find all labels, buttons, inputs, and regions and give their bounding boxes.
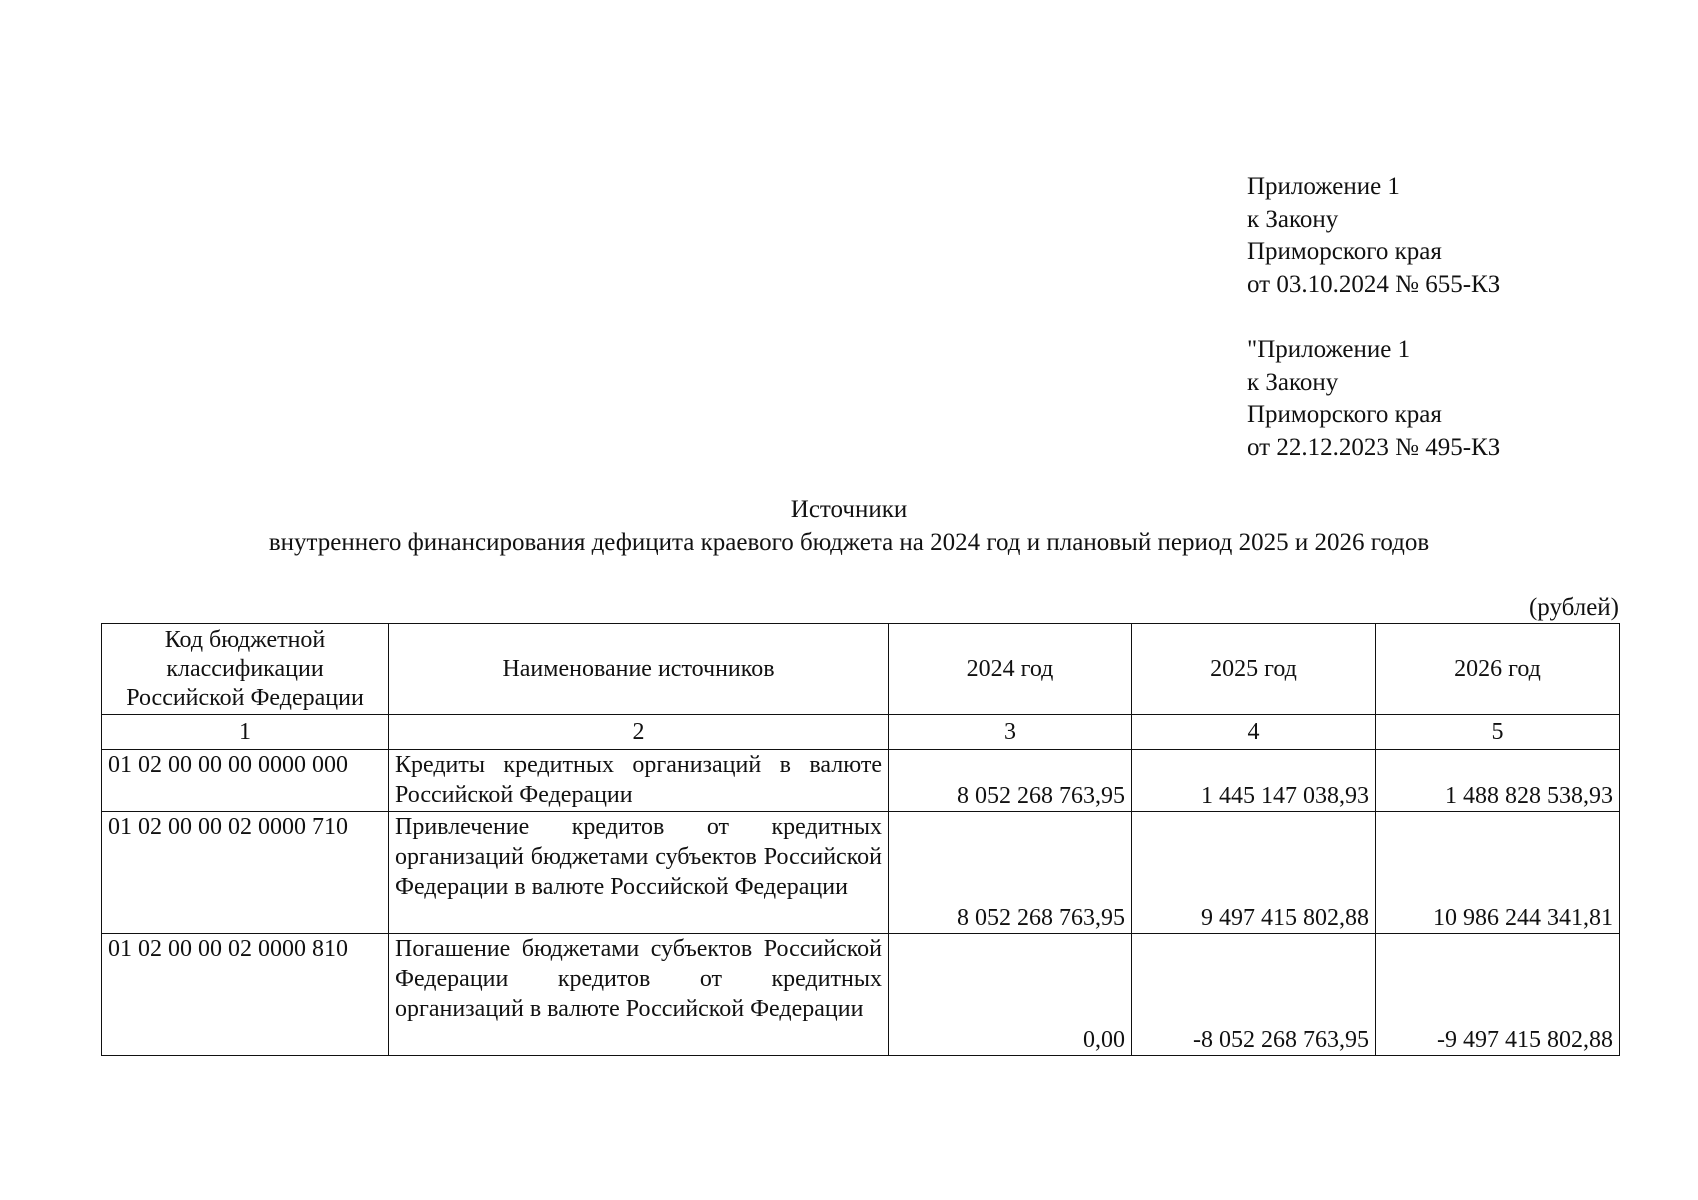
appendix-line: "Приложение 1 (1247, 336, 1411, 363)
units-label: (рублей) (1528, 594, 1619, 621)
amount-2025: -8 052 268 763,95 (1132, 934, 1376, 1056)
source-name: Кредиты кредитных организаций в валюте Российской Федерации (389, 750, 889, 812)
table-row (102, 812, 1620, 934)
appendix-line: от 03.10.2024 № 655-КЗ (1247, 270, 1501, 298)
appendix-line: Приморского края (1247, 401, 1442, 428)
budget-code: 01 02 00 00 02 0000 810 (102, 934, 389, 1056)
amount-2024: 8 052 268 763,95 (889, 812, 1132, 934)
title-line-2: внутреннего финансирования дефицита краевого бюджета на 2024 год и плановый период 2025 и 2026 годов (268, 529, 1430, 556)
column-number: 3 (889, 715, 1132, 750)
header-2024: 2024 год (889, 624, 1132, 715)
title-line-1: Источники (790, 496, 908, 523)
table-row (102, 750, 1620, 812)
document-title (0, 493, 1698, 559)
appendix-line: Приморского края (1247, 238, 1442, 265)
column-number: 4 (1132, 715, 1376, 750)
appendix-line: Приложение 1 (1247, 173, 1400, 200)
appendix-reference-original (1247, 334, 1667, 464)
budget-code: 01 02 00 00 02 0000 710 (102, 812, 389, 934)
appendix-line: к Закону (1247, 205, 1339, 233)
amount-2026: 1 488 828 538,93 (1376, 750, 1620, 812)
table-row (102, 934, 1620, 1056)
header-2025: 2025 год (1132, 624, 1376, 715)
amount-2025: 1 445 147 038,93 (1132, 750, 1376, 812)
source-name: Привлечение кредитов от кредитных организаций бюджетами субъектов Российской Федерации в валюте Российской Федерации (389, 812, 889, 934)
amount-2024: 0,00 (889, 934, 1132, 1056)
column-number: 2 (389, 715, 889, 750)
table-header-row (102, 624, 1620, 715)
header-name: Наименование источников (389, 624, 889, 715)
budget-code: 01 02 00 00 00 0000 000 (102, 750, 389, 812)
amount-2024: 8 052 268 763,95 (889, 750, 1132, 812)
column-number: 1 (102, 715, 389, 750)
amount-2025: 9 497 415 802,88 (1132, 812, 1376, 934)
appendix-reference-current (1247, 171, 1667, 301)
appendix-line: к Закону (1247, 368, 1339, 396)
column-number-row (102, 715, 1620, 750)
column-number: 5 (1376, 715, 1620, 750)
source-name: Погашение бюджетами субъектов Российской Федерации кредитов от кредитных организаций в валюте Российской Федерации (389, 934, 889, 1056)
header-code: Код бюджетной классификации Российской Федерации (102, 624, 389, 715)
header-2026: 2026 год (1376, 624, 1620, 715)
amount-2026: 10 986 244 341,81 (1376, 812, 1620, 934)
appendix-line: от 22.12.2023 № 495-КЗ (1247, 433, 1501, 461)
amount-2026: -9 497 415 802,88 (1376, 934, 1620, 1056)
financing-sources-table (101, 623, 1620, 1056)
